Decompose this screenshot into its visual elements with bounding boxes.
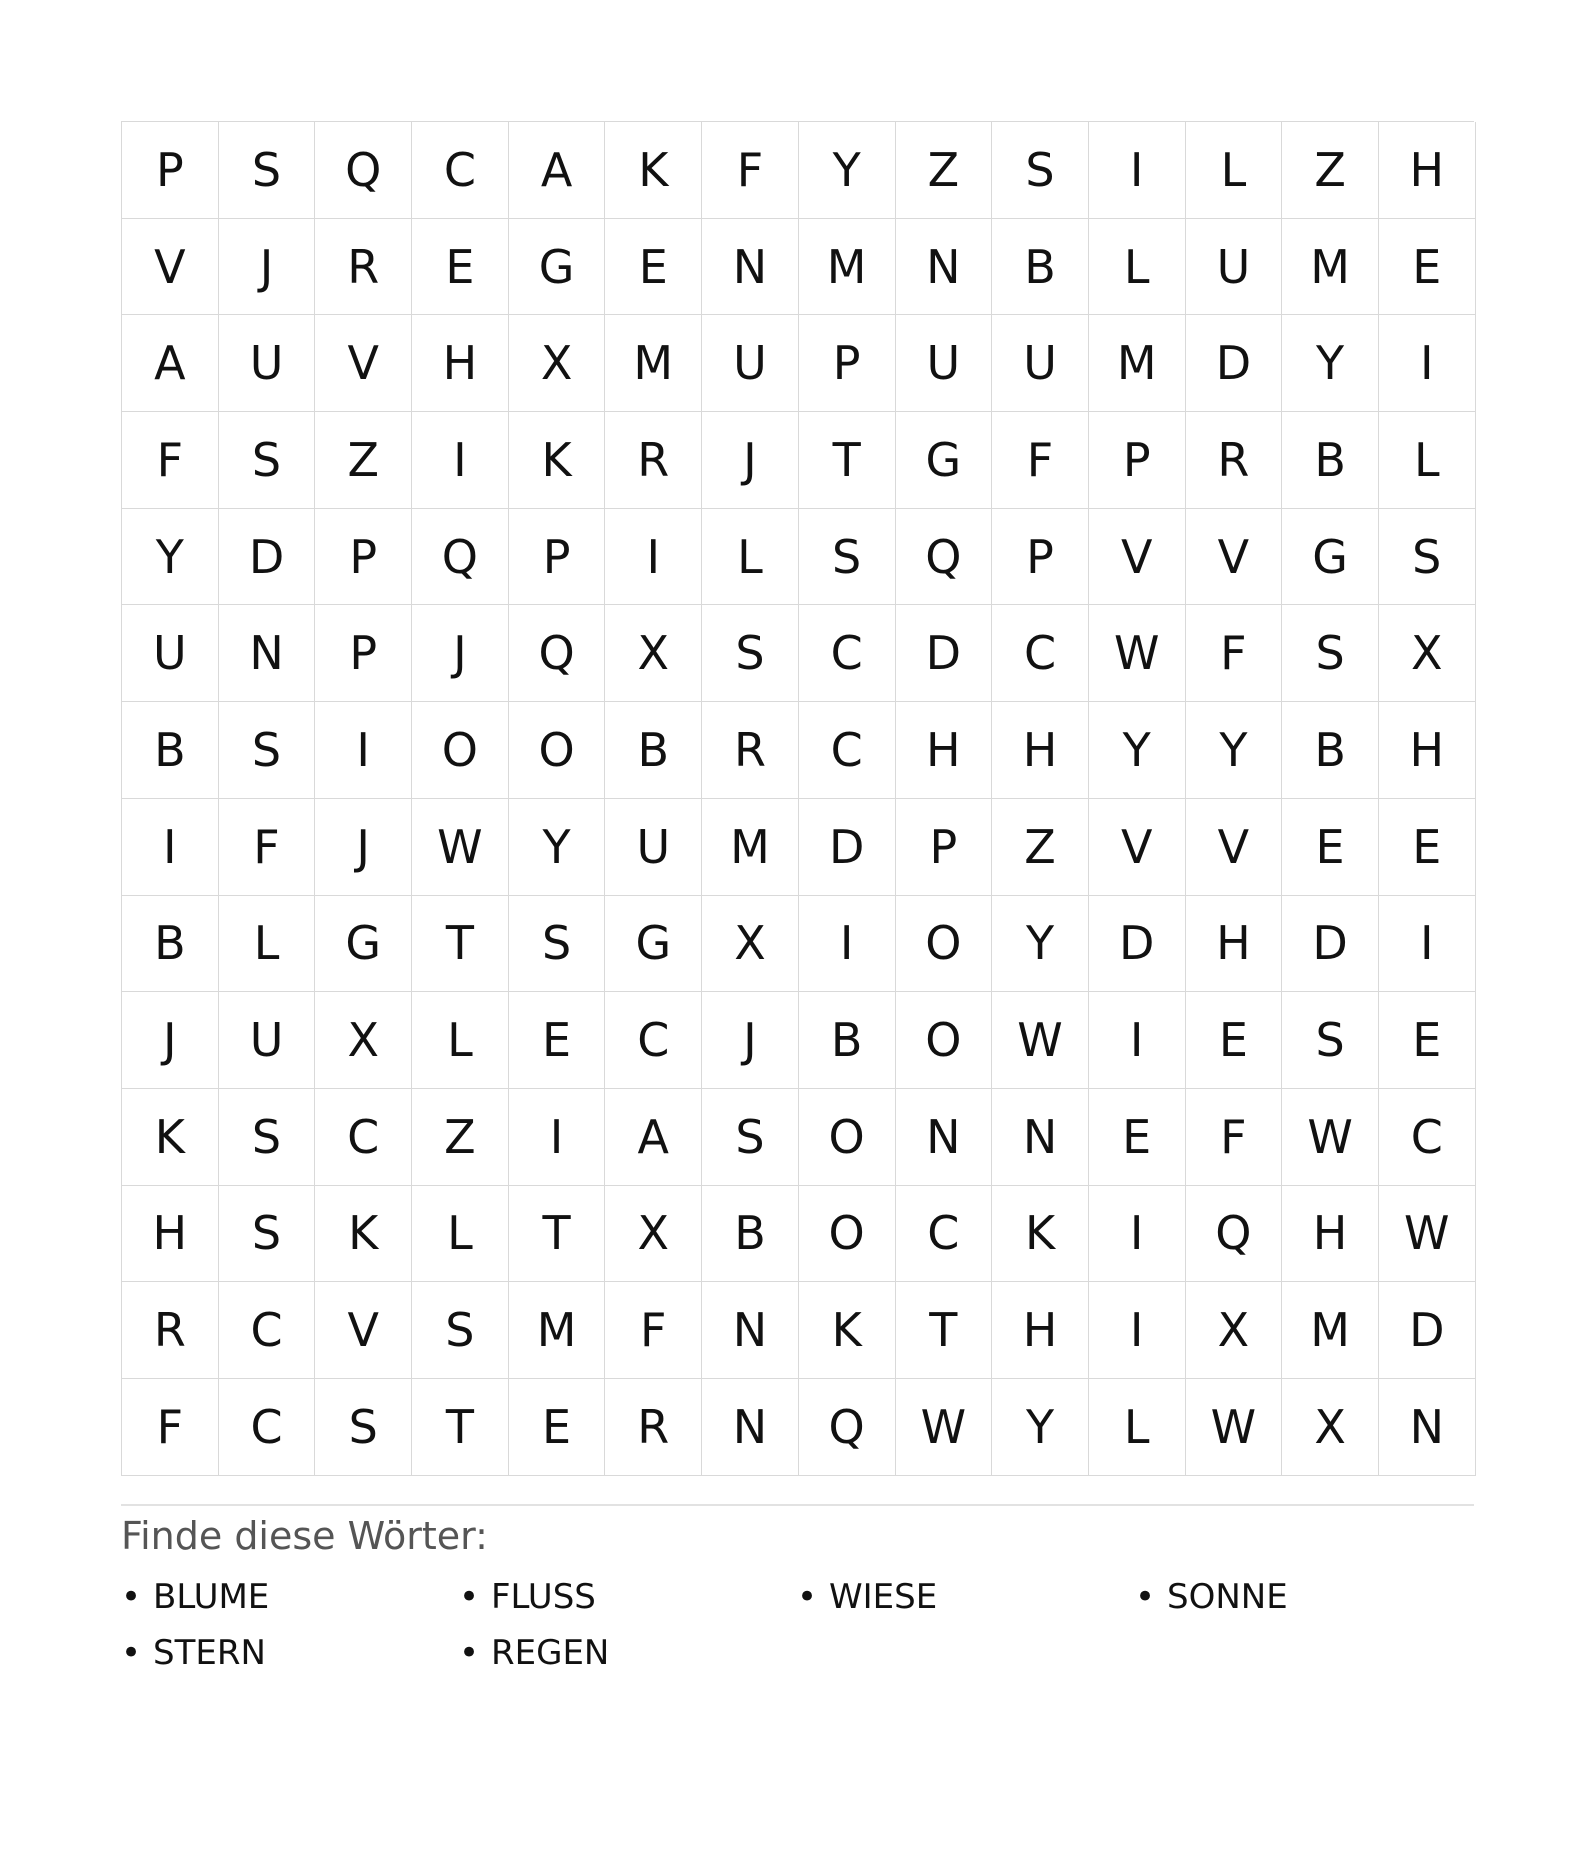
grid-cell[interactable]: S	[702, 605, 799, 702]
grid-cell[interactable]: M	[1282, 1282, 1379, 1379]
grid-cell[interactable]: T	[509, 1186, 606, 1283]
grid-cell[interactable]: T	[412, 1379, 509, 1476]
grid-cell[interactable]: D	[1379, 1282, 1476, 1379]
grid-cell[interactable]: R	[605, 412, 702, 509]
bullet-icon: •	[459, 1633, 480, 1674]
grid-cell[interactable]: L	[1089, 219, 1186, 316]
grid-cell[interactable]: T	[896, 1282, 993, 1379]
bullet-icon: •	[797, 1577, 818, 1618]
grid-cell[interactable]: H	[992, 1282, 1089, 1379]
grid-cell[interactable]: D	[1282, 896, 1379, 993]
grid-cell[interactable]: E	[1379, 219, 1476, 316]
grid-cell[interactable]: W	[1186, 1379, 1283, 1476]
grid-cell[interactable]: C	[219, 1282, 316, 1379]
grid-cell[interactable]: V	[1089, 799, 1186, 896]
grid-cell[interactable]: N	[702, 219, 799, 316]
grid-cell[interactable]: S	[992, 122, 1089, 219]
grid-cell[interactable]: X	[315, 992, 412, 1089]
grid-cell[interactable]: L	[1186, 122, 1283, 219]
grid-cell[interactable]: S	[219, 1089, 316, 1186]
word-label: BLUME	[153, 1577, 270, 1618]
grid-cell[interactable]: B	[605, 702, 702, 799]
grid-cell[interactable]: Z	[1282, 122, 1379, 219]
grid-cell[interactable]: R	[702, 702, 799, 799]
grid-cell[interactable]: V	[315, 315, 412, 412]
grid-cell[interactable]: A	[509, 122, 606, 219]
grid-cell[interactable]: M	[605, 315, 702, 412]
grid-cell[interactable]: S	[799, 509, 896, 606]
grid-cell[interactable]: F	[992, 412, 1089, 509]
word-label: REGEN	[491, 1633, 610, 1674]
grid-cell[interactable]: U	[992, 315, 1089, 412]
word-list	[121, 1575, 1474, 1675]
grid-cell[interactable]: M	[702, 799, 799, 896]
grid-cell[interactable]: N	[702, 1282, 799, 1379]
word-list-item	[797, 1575, 1135, 1619]
word-label: WIESE	[829, 1577, 938, 1618]
grid-cell[interactable]: D	[1186, 315, 1283, 412]
divider	[121, 1504, 1474, 1506]
grid-cell[interactable]: L	[219, 896, 316, 993]
grid-cell[interactable]: H	[1282, 1186, 1379, 1283]
grid-cell[interactable]: I	[315, 702, 412, 799]
grid-cell[interactable]: C	[1379, 1089, 1476, 1186]
grid-cell[interactable]: X	[1282, 1379, 1379, 1476]
grid-cell[interactable]: O	[509, 702, 606, 799]
word-search-puzzle	[121, 121, 1474, 1675]
grid-cell[interactable]: O	[412, 702, 509, 799]
word-list-item	[121, 1631, 459, 1675]
grid-cell[interactable]: I	[412, 412, 509, 509]
grid-cell[interactable]: P	[315, 605, 412, 702]
grid-cell[interactable]: U	[1186, 219, 1283, 316]
grid-cell[interactable]: B	[702, 1186, 799, 1283]
grid-cell[interactable]: S	[702, 1089, 799, 1186]
grid-cell[interactable]: S	[219, 412, 316, 509]
grid-cell[interactable]: Q	[896, 509, 993, 606]
grid-cell[interactable]: P	[122, 122, 219, 219]
grid-cell[interactable]: B	[1282, 412, 1379, 509]
grid-cell[interactable]: P	[799, 315, 896, 412]
grid-cell[interactable]: J	[315, 799, 412, 896]
grid-cell[interactable]: Z	[315, 412, 412, 509]
grid-cell[interactable]: E	[509, 992, 606, 1089]
grid-cell[interactable]: N	[219, 605, 316, 702]
grid-cell[interactable]: L	[412, 1186, 509, 1283]
grid-cell[interactable]: D	[219, 509, 316, 606]
grid-cell[interactable]: X	[605, 605, 702, 702]
grid-cell[interactable]: S	[315, 1379, 412, 1476]
grid-cell[interactable]: C	[605, 992, 702, 1089]
grid-cell[interactable]: I	[1089, 1186, 1186, 1283]
grid-cell[interactable]: M	[799, 219, 896, 316]
grid-cell[interactable]: J	[412, 605, 509, 702]
grid-cell[interactable]: H	[896, 702, 993, 799]
grid-cell[interactable]: U	[702, 315, 799, 412]
grid-cell[interactable]: Y	[1282, 315, 1379, 412]
grid-cell[interactable]: Q	[315, 122, 412, 219]
grid-cell[interactable]: I	[605, 509, 702, 606]
grid-cell[interactable]: H	[122, 1186, 219, 1283]
grid-cell[interactable]: G	[1282, 509, 1379, 606]
grid-cell[interactable]: X	[605, 1186, 702, 1283]
grid-cell[interactable]: S	[219, 122, 316, 219]
grid-cell[interactable]: W	[1089, 605, 1186, 702]
grid-cell[interactable]: C	[412, 122, 509, 219]
grid-cell[interactable]: F	[122, 412, 219, 509]
grid-cell[interactable]: K	[799, 1282, 896, 1379]
grid-cell[interactable]: B	[1282, 702, 1379, 799]
grid-cell[interactable]: N	[992, 1089, 1089, 1186]
word-list-item	[459, 1575, 797, 1619]
grid-cell[interactable]: G	[896, 412, 993, 509]
grid-cell[interactable]: O	[896, 896, 993, 993]
grid-cell[interactable]: U	[122, 605, 219, 702]
grid-cell[interactable]: H	[412, 315, 509, 412]
grid-cell[interactable]: R	[605, 1379, 702, 1476]
grid-cell[interactable]: E	[1186, 992, 1283, 1089]
grid-cell[interactable]: E	[1089, 1089, 1186, 1186]
grid-cell[interactable]: P	[1089, 412, 1186, 509]
grid-cell[interactable]: J	[219, 219, 316, 316]
grid-cell[interactable]: M	[1089, 315, 1186, 412]
grid-cell[interactable]: I	[1089, 992, 1186, 1089]
grid-cell[interactable]: B	[122, 896, 219, 993]
grid-cell[interactable]: D	[1089, 896, 1186, 993]
grid-cell[interactable]: Y	[509, 799, 606, 896]
grid-cell[interactable]: I	[122, 799, 219, 896]
grid-cell[interactable]: L	[702, 509, 799, 606]
grid-cell[interactable]: F	[1186, 605, 1283, 702]
grid-cell[interactable]: S	[1282, 605, 1379, 702]
grid-cell[interactable]: F	[1186, 1089, 1283, 1186]
grid-cell[interactable]: E	[509, 1379, 606, 1476]
grid-cell[interactable]: B	[992, 219, 1089, 316]
grid-cell[interactable]: D	[799, 799, 896, 896]
grid-cell[interactable]: P	[896, 799, 993, 896]
grid-cell[interactable]: U	[896, 315, 993, 412]
grid-cell[interactable]: J	[702, 412, 799, 509]
grid-cell[interactable]: I	[799, 896, 896, 993]
grid-cell[interactable]: A	[122, 315, 219, 412]
word-label: STERN	[153, 1633, 266, 1674]
grid-cell[interactable]: D	[896, 605, 993, 702]
bullet-icon: •	[1135, 1577, 1156, 1618]
grid-cell[interactable]: E	[1379, 799, 1476, 896]
grid-cell[interactable]: C	[896, 1186, 993, 1283]
grid-cell[interactable]: X	[509, 315, 606, 412]
grid-cell[interactable]: Y	[122, 509, 219, 606]
grid-cell[interactable]: I	[1379, 315, 1476, 412]
letter-grid	[121, 121, 1474, 1476]
grid-cell[interactable]: I	[1379, 896, 1476, 993]
grid-cell[interactable]: Y	[1089, 702, 1186, 799]
word-list-item	[121, 1575, 459, 1619]
grid-cell[interactable]: Z	[412, 1089, 509, 1186]
grid-cell[interactable]: U	[605, 799, 702, 896]
grid-cell[interactable]: H	[1379, 122, 1476, 219]
grid-cell[interactable]: S	[219, 1186, 316, 1283]
grid-cell[interactable]: G	[509, 219, 606, 316]
grid-cell[interactable]: C	[799, 702, 896, 799]
grid-cell[interactable]: W	[1379, 1186, 1476, 1283]
grid-cell[interactable]: S	[219, 702, 316, 799]
grid-cell[interactable]: V	[1186, 799, 1283, 896]
grid-cell[interactable]: H	[992, 702, 1089, 799]
grid-cell[interactable]: L	[412, 992, 509, 1089]
grid-cell[interactable]: X	[1379, 605, 1476, 702]
grid-cell[interactable]: T	[799, 412, 896, 509]
grid-cell[interactable]: Y	[992, 1379, 1089, 1476]
grid-cell[interactable]: E	[605, 219, 702, 316]
grid-cell[interactable]: R	[122, 1282, 219, 1379]
grid-cell[interactable]: W	[896, 1379, 993, 1476]
grid-cell[interactable]: T	[412, 896, 509, 993]
grid-cell[interactable]: Z	[992, 799, 1089, 896]
word-list-item	[1135, 1575, 1473, 1619]
grid-cell[interactable]: Y	[799, 122, 896, 219]
word-list-item	[459, 1631, 797, 1675]
grid-cell[interactable]: F	[219, 799, 316, 896]
grid-cell[interactable]: I	[1089, 122, 1186, 219]
grid-cell[interactable]: X	[702, 896, 799, 993]
grid-cell[interactable]: N	[896, 219, 993, 316]
grid-cell[interactable]: E	[412, 219, 509, 316]
grid-cell[interactable]: F	[702, 122, 799, 219]
grid-cell[interactable]: Q	[509, 605, 606, 702]
word-label: FLUSS	[491, 1577, 596, 1618]
grid-cell[interactable]: G	[605, 896, 702, 993]
grid-cell[interactable]: Z	[896, 122, 993, 219]
bullet-icon: •	[121, 1577, 142, 1618]
grid-cell[interactable]: S	[412, 1282, 509, 1379]
grid-cell[interactable]: B	[799, 992, 896, 1089]
grid-cell[interactable]: A	[605, 1089, 702, 1186]
grid-cell[interactable]: V	[315, 1282, 412, 1379]
grid-cell[interactable]: Y	[1186, 702, 1283, 799]
word-label: SONNE	[1167, 1577, 1288, 1618]
grid-cell[interactable]: V	[122, 219, 219, 316]
grid-cell[interactable]: C	[992, 605, 1089, 702]
grid-cell[interactable]: S	[1282, 992, 1379, 1089]
grid-cell[interactable]: I	[1089, 1282, 1186, 1379]
grid-cell[interactable]: K	[509, 412, 606, 509]
grid-cell[interactable]: W	[1282, 1089, 1379, 1186]
grid-cell[interactable]: V	[1089, 509, 1186, 606]
grid-cell[interactable]: J	[122, 992, 219, 1089]
grid-cell[interactable]: F	[605, 1282, 702, 1379]
grid-cell[interactable]: E	[1282, 799, 1379, 896]
grid-cell[interactable]: H	[1186, 896, 1283, 993]
grid-cell[interactable]: K	[605, 122, 702, 219]
grid-cell[interactable]: K	[992, 1186, 1089, 1283]
grid-cell[interactable]: V	[1186, 509, 1283, 606]
grid-cell[interactable]: G	[315, 896, 412, 993]
word-list-title: Finde diese Wörter:	[121, 1513, 488, 1558]
grid-cell[interactable]: I	[509, 1089, 606, 1186]
grid-cell[interactable]: X	[1186, 1282, 1283, 1379]
grid-cell[interactable]: O	[896, 992, 993, 1089]
grid-cell[interactable]: C	[219, 1379, 316, 1476]
grid-cell[interactable]: K	[122, 1089, 219, 1186]
grid-cell[interactable]: R	[315, 219, 412, 316]
grid-cell[interactable]: F	[122, 1379, 219, 1476]
grid-cell[interactable]: R	[1186, 412, 1283, 509]
grid-cell[interactable]: N	[702, 1379, 799, 1476]
grid-cell[interactable]: W	[412, 799, 509, 896]
grid-cell[interactable]: N	[896, 1089, 993, 1186]
bullet-icon: •	[121, 1633, 142, 1674]
grid-cell[interactable]: Q	[1186, 1186, 1283, 1283]
grid-cell[interactable]: C	[315, 1089, 412, 1186]
grid-cell[interactable]: N	[1379, 1379, 1476, 1476]
grid-cell[interactable]: L	[1089, 1379, 1186, 1476]
bullet-icon: •	[459, 1577, 480, 1618]
grid-cell[interactable]: P	[992, 509, 1089, 606]
grid-cell[interactable]: B	[122, 702, 219, 799]
grid-cell[interactable]: O	[799, 1089, 896, 1186]
grid-cell[interactable]: Y	[992, 896, 1089, 993]
grid-cell[interactable]: M	[509, 1282, 606, 1379]
grid-cell[interactable]: L	[1379, 412, 1476, 509]
grid-cell[interactable]: S	[509, 896, 606, 993]
grid-cell[interactable]: U	[219, 992, 316, 1089]
grid-cell[interactable]: Q	[412, 509, 509, 606]
grid-cell[interactable]: U	[219, 315, 316, 412]
grid-cell[interactable]: Q	[799, 1379, 896, 1476]
grid-cell[interactable]: E	[1379, 992, 1476, 1089]
grid-cell[interactable]: H	[1379, 702, 1476, 799]
grid-cell[interactable]: P	[509, 509, 606, 606]
grid-cell[interactable]: P	[315, 509, 412, 606]
grid-cell[interactable]: W	[992, 992, 1089, 1089]
grid-cell[interactable]: C	[799, 605, 896, 702]
grid-cell[interactable]: M	[1282, 219, 1379, 316]
grid-cell[interactable]: J	[702, 992, 799, 1089]
grid-cell[interactable]: O	[799, 1186, 896, 1283]
grid-cell[interactable]: S	[1379, 509, 1476, 606]
grid-cell[interactable]: K	[315, 1186, 412, 1283]
